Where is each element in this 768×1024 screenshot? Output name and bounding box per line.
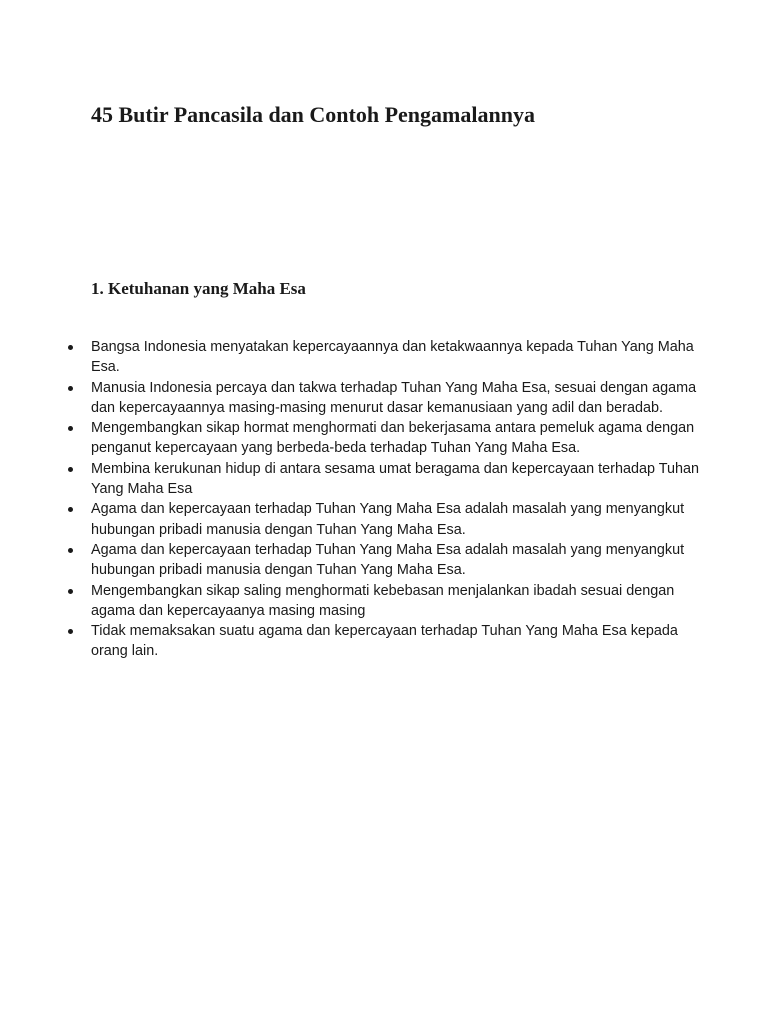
list-item-text: Agama dan kepercayaan terhadap Tuhan Yang Maha Esa adalah masalah yang menyangkut hubungan pribadi manusia dengan Tuhan Yang Maha Esa. [91,501,685,538]
bullet-icon [68,548,73,553]
list-item-text: Membina kerukunan hidup di antara sesama umat beragama dan kepercayaan terhadap Tuhan Yang Maha Esa [91,460,699,498]
list-item-text: Agama dan kepercayaan terhadap Tuhan Yang Maha Esa adalah masalah yang menyangkut hubungan pribadi manusia dengan Tuhan Yang Maha Esa. [91,541,685,579]
bullet-icon [68,467,73,472]
list-item [91,418,701,459]
list-item [91,337,701,378]
document-title: 45 Butir Pancasila dan Contoh Pengamalannya [91,102,535,127]
section-heading: 1. Ketuhanan yang Maha Esa [91,279,306,298]
list-item [91,378,701,419]
list-item-text: Manusia Indonesia percaya dan takwa terhadap Tuhan Yang Maha Esa, sesuai dengan agama dan kepercayaannya masing-masing menurut dasar kemanusiaan yang adil dan beradab. [91,379,697,416]
bullet-icon [68,386,73,391]
bullet-list [91,337,701,662]
list-item [91,621,701,662]
bullet-icon [68,589,73,594]
list-item [91,581,701,622]
list-item-text: Mengembangkan sikap saling menghormati kebebasan menjalankan ibadah sesuai dengan agama dan kepercayaanya masing masing [91,582,675,619]
list-item [91,459,701,500]
bullet-icon [68,629,73,634]
bullet-icon [68,426,73,431]
bullet-icon [68,345,73,350]
list-item-text: Tidak memaksakan suatu agama dan kepercayaan terhadap Tuhan Yang Maha Esa kepada orang lain. [91,623,678,660]
list-item-text: Bangsa Indonesia menyatakan kepercayaannya dan ketakwaannya kepada Tuhan Yang Maha Esa. [91,339,694,376]
list-item [91,499,701,540]
list-item [91,540,701,581]
bullet-icon [68,507,73,512]
list-item-text: Mengembangkan sikap hormat menghormati dan bekerjasama antara pemeluk agama dengan penganut kepercayaan yang berbeda-beda terhadap Tuhan Yang Maha Esa. [91,420,695,457]
